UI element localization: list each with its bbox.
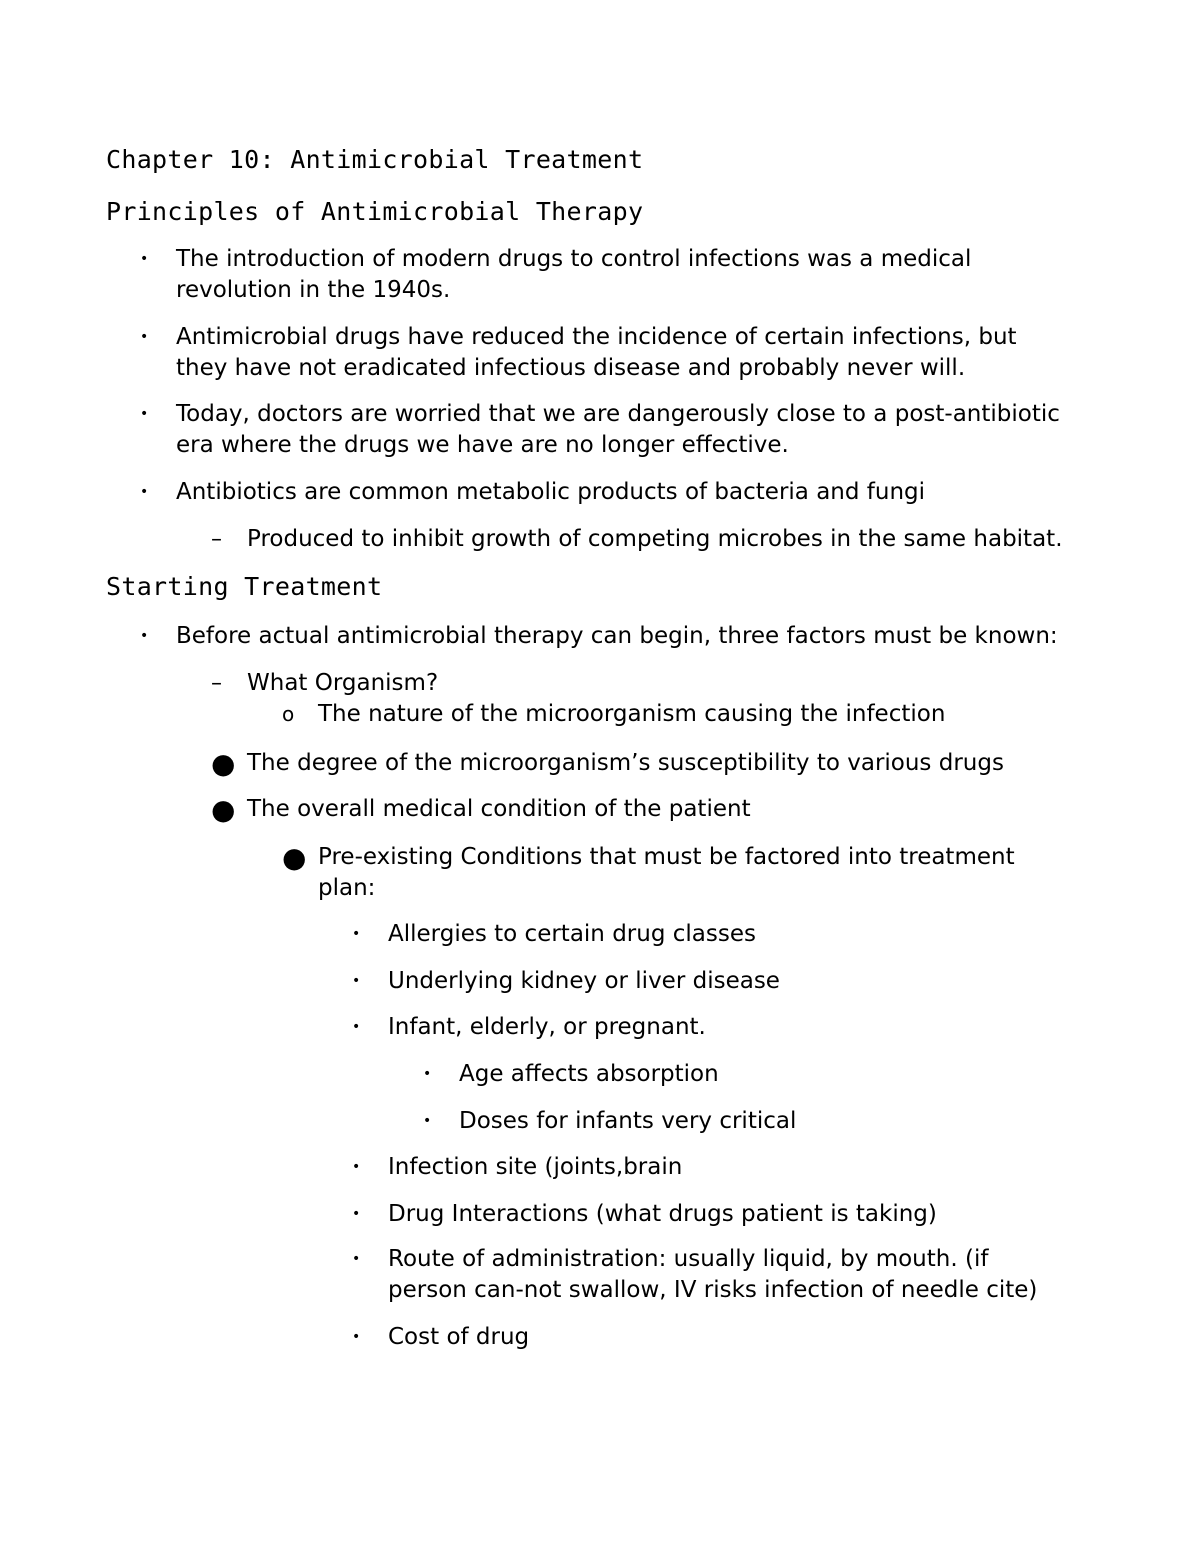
list-item-text: The degree of the microorganism’s susceptibility to various drugs <box>247 750 1004 776</box>
list-item-text: What Organism? <box>247 670 439 696</box>
bullet-marker: • <box>140 406 149 422</box>
bullet-marker: • <box>140 628 149 644</box>
section-heading-principles: Principles of Antimicrobial Therapy <box>106 197 644 226</box>
list-item-text: The introduction of modern drugs to control infections was a medical revolution in the 1940s. <box>176 246 972 303</box>
bullet-marker: • <box>423 1066 432 1082</box>
bullet-marker: • <box>352 1251 361 1267</box>
list-item-text: Age affects absorption <box>459 1061 719 1087</box>
list-item-text: Antibiotics are common metabolic products of bacteria and fungi <box>176 479 926 505</box>
list-item-text: Doses for infants very critical <box>459 1108 797 1134</box>
bullet-marker: • <box>352 1206 361 1222</box>
bullet-marker: • <box>352 926 361 942</box>
bullet-marker: • <box>352 1019 361 1035</box>
bullet-marker: • <box>140 484 149 500</box>
dash-marker: – <box>211 527 222 552</box>
bullet-marker: • <box>423 1113 432 1129</box>
section-heading-starting: Starting Treatment <box>106 572 383 601</box>
chapter-title: Chapter 10: Antimicrobial Treatment <box>106 145 644 174</box>
bullet-marker: • <box>352 1159 361 1175</box>
list-item-text: Route of administration: usually liquid, by mouth. (if person can-not swallow, IV risks infection of needle cite) <box>388 1246 1038 1303</box>
bullet-marker: • <box>352 1329 361 1345</box>
list-item-text: Antimicrobial drugs have reduced the incidence of certain infections, but they have not eradicated infectious disease and probably never will. <box>176 324 1017 381</box>
list-item-text: Before actual antimicrobial therapy can begin, three factors must be known: <box>176 623 1058 649</box>
list-item-text: Produced to inhibit growth of competing microbes in the same habitat. <box>247 526 1063 552</box>
list-item-text: Today, doctors are worried that we are dangerously close to a post-antibiotic era where the drugs we have are no longer effective. <box>176 401 1060 458</box>
dot-marker: ● <box>211 793 236 826</box>
list-item-text: Underlying kidney or liver disease <box>388 968 780 994</box>
bullet-marker: • <box>352 973 361 989</box>
list-item-text: The overall medical condition of the patient <box>247 796 751 822</box>
list-item-text: The nature of the microorganism causing the infection <box>318 701 946 727</box>
circle-marker: o <box>282 702 295 726</box>
dot-marker: ● <box>211 747 236 780</box>
list-item-text: Infant, elderly, or pregnant. <box>388 1014 706 1040</box>
list-item-text: Allergies to certain drug classes <box>388 921 756 947</box>
bullet-marker: • <box>140 251 149 267</box>
list-item-text: Cost of drug <box>388 1324 530 1350</box>
list-item-text: Pre-existing Conditions that must be factored into treatment plan: <box>318 844 1015 901</box>
dash-marker: – <box>211 671 222 696</box>
dot-marker: ● <box>282 841 307 874</box>
bullet-marker: • <box>140 329 149 345</box>
list-item-text: Infection site (joints,brain <box>388 1154 683 1180</box>
list-item-text: Drug Interactions (what drugs patient is taking) <box>388 1201 937 1227</box>
